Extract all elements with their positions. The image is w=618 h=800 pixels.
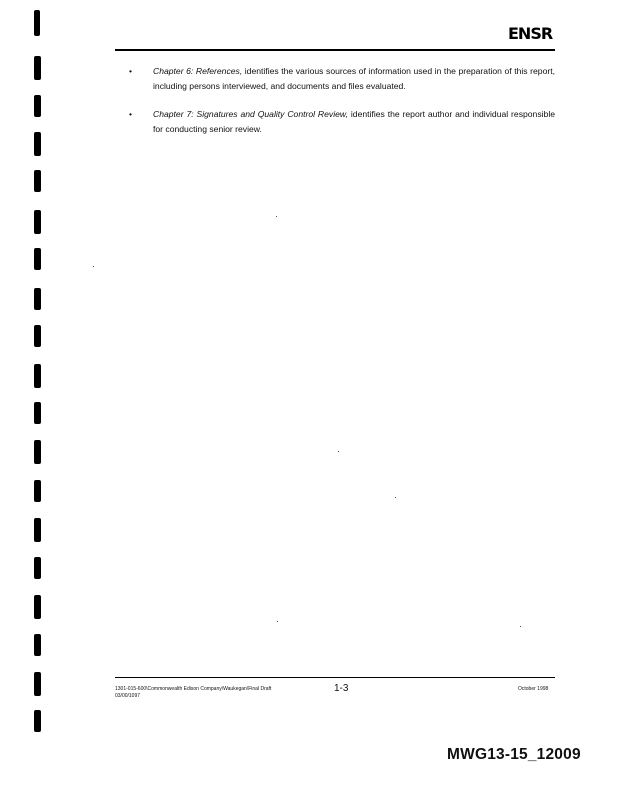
- bullet-marker: •: [129, 66, 133, 76]
- binding-hole: [34, 10, 40, 36]
- footer-code: 03/00/1097: [115, 693, 141, 699]
- footer-path: 1301-015-600\Commonwealth Edison Company\Waukegan\Final Draft: [115, 686, 272, 692]
- binding-hole: [34, 440, 41, 464]
- company-logo: ENSR: [508, 24, 553, 43]
- binding-hole: [34, 518, 41, 542]
- scan-speck: [277, 621, 278, 622]
- bullet-list: [123, 64, 555, 150]
- bullet-text: identifies the various sources of information used in the preparation of this report, including persons interviewed, and documents and files evaluated.: [153, 66, 555, 91]
- binding-hole: [34, 248, 41, 270]
- binding-hole: [34, 170, 41, 192]
- scan-speck: [520, 626, 521, 627]
- binding-hole: [34, 364, 41, 388]
- binding-hole: [34, 210, 41, 234]
- binding-hole: [34, 672, 41, 696]
- bullet-marker: •: [129, 109, 133, 119]
- footer-rule: [115, 677, 555, 678]
- binding-hole: [34, 480, 41, 502]
- scan-speck: [93, 266, 94, 267]
- bullet-text: identifies the report author and individual responsible for conducting senior review.: [153, 109, 556, 134]
- binding-hole: [34, 402, 41, 424]
- footer-date: October 1998: [518, 686, 549, 692]
- bullet-title: Chapter 7: Signatures and Quality Control Review,: [153, 109, 349, 119]
- scan-speck: [338, 451, 339, 452]
- binding-hole: [34, 325, 41, 347]
- header-rule: [115, 49, 555, 51]
- page-number: 1-3: [334, 683, 349, 694]
- binding-hole: [34, 288, 41, 310]
- binding-hole: [34, 710, 41, 732]
- binding-hole: [34, 557, 41, 579]
- binding-hole: [34, 595, 41, 619]
- list-item: [123, 107, 555, 136]
- document-id-stamp: MWG13-15_12009: [447, 746, 581, 763]
- binding-hole: [34, 132, 41, 156]
- scan-speck: [276, 216, 277, 217]
- binding-hole: [34, 634, 41, 656]
- binding-hole: [34, 95, 41, 117]
- scan-speck: [395, 497, 396, 498]
- footer-project-info: [115, 686, 335, 700]
- list-item: [123, 64, 555, 93]
- binding-hole: [34, 56, 41, 80]
- bullet-title: Chapter 6: References,: [153, 66, 243, 76]
